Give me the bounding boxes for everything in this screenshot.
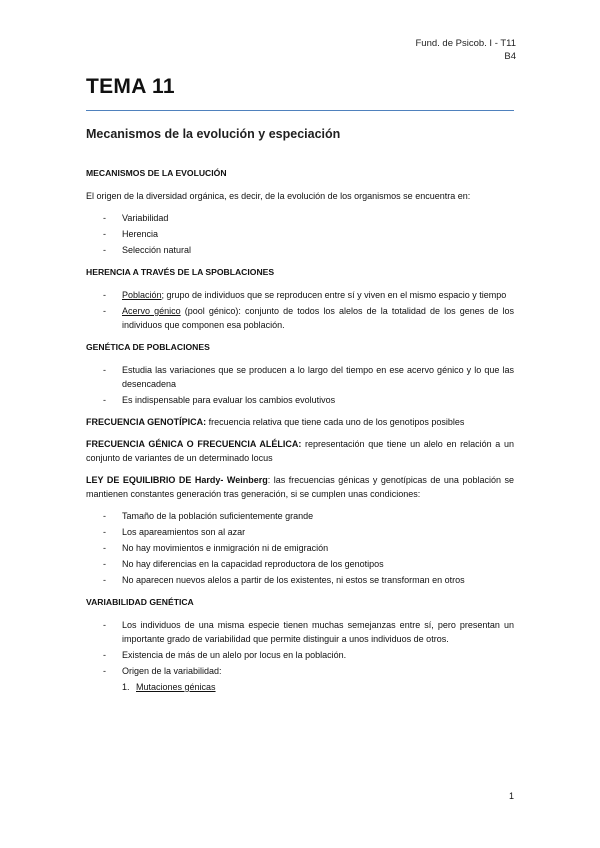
term: Población xyxy=(122,290,162,300)
list-item: - No aparecen nuevos alelos a partir de los existentes, ni estos se transforman en otros xyxy=(103,575,465,585)
list-item: - No hay diferencias en la capacidad reproductora de los genotipos xyxy=(103,559,384,569)
list-item: - Los individuos de una misma especie tienen muchas semejanzas entre sí, pero presentan un importante grado de variabilidad que permite distinguir a unos individuos de otros. xyxy=(103,620,514,644)
page-title: TEMA 11 xyxy=(86,75,175,98)
list-item: - Es indispensable para evaluar los cambios evolutivos xyxy=(103,395,336,405)
list-item: - Estudia las variaciones que se producen a lo largo del tiempo en ese acervo génico y lo que las desencadena xyxy=(103,365,514,389)
list-item: - Variabilidad xyxy=(103,213,169,223)
header-course: Fund. de Psicob. I - T11 xyxy=(415,38,516,49)
term: Acervo génico xyxy=(122,306,181,316)
bullet-list xyxy=(86,211,514,257)
section-heading-variabilidad: VARIABILIDAD GENÉTICA xyxy=(86,597,194,607)
list-item: - Los apareamientos son al azar xyxy=(103,527,246,537)
list-item: - Selección natural xyxy=(103,245,192,255)
definition-frecuencia-genica: FRECUENCIA GÉNICA O FRECUENCIA ALÉLICA: representación que tiene un alelo en relación a un conjunto de variantes de un determinado locus xyxy=(86,439,514,463)
title-divider xyxy=(86,110,514,111)
document-body xyxy=(86,166,514,702)
list-item: - Población; grupo de individuos que se reproducen entre sí y viven en el mismo espacio y tiempo xyxy=(103,290,507,300)
section-heading-mecanismos: MECANISMOS DE LA EVOLUCIÓN xyxy=(86,168,227,178)
definition-frecuencia-genotipica: FRECUENCIA GENOTÍPICA: frecuencia relativa que tiene cada uno de los genotipos posibles xyxy=(86,417,465,427)
bullet-list xyxy=(86,363,514,407)
bullet-list xyxy=(86,509,514,587)
list-item: - No hay movimientos e inmigración ni de emigración xyxy=(103,543,329,553)
definition-hardy-weinberg: LEY DE EQUILIBRIO DE Hardy- Weinberg: las frecuencias génicas y genotípicas de una población se mantienen constantes generación tras generación, si se cumplen unas condiciones: xyxy=(86,475,514,499)
section-intro: El origen de la diversidad orgánica, es decir, de la evolución de los organismos se encuentra en: xyxy=(86,191,471,201)
list-item: - Herencia xyxy=(103,229,159,239)
list-item: - Origen de la variabilidad: xyxy=(103,666,222,676)
page-subtitle: Mecanismos de la evolución y especiación xyxy=(86,127,341,141)
list-item: - Acervo génico (pool génico): conjunto de todos los alelos de la totalidad de los genes de los individuos que componen esa población. xyxy=(103,306,514,330)
bullet-list xyxy=(86,288,514,332)
page-number: 1 xyxy=(508,791,514,801)
numbered-item: 1. Mutaciones génicas xyxy=(122,682,216,692)
header-code: B4 xyxy=(504,51,516,62)
list-item: - Existencia de más de un alelo por locus en la población. xyxy=(103,650,347,660)
running-header xyxy=(415,37,516,63)
list-item: - Tamaño de la población suficientemente grande xyxy=(103,511,314,521)
bullet-list xyxy=(86,618,514,694)
section-heading-herencia: HERENCIA A TRAVÉS DE LA SPOBLACIONES xyxy=(86,267,275,277)
section-heading-genetica: GENÉTICA DE POBLACIONES xyxy=(86,342,210,352)
